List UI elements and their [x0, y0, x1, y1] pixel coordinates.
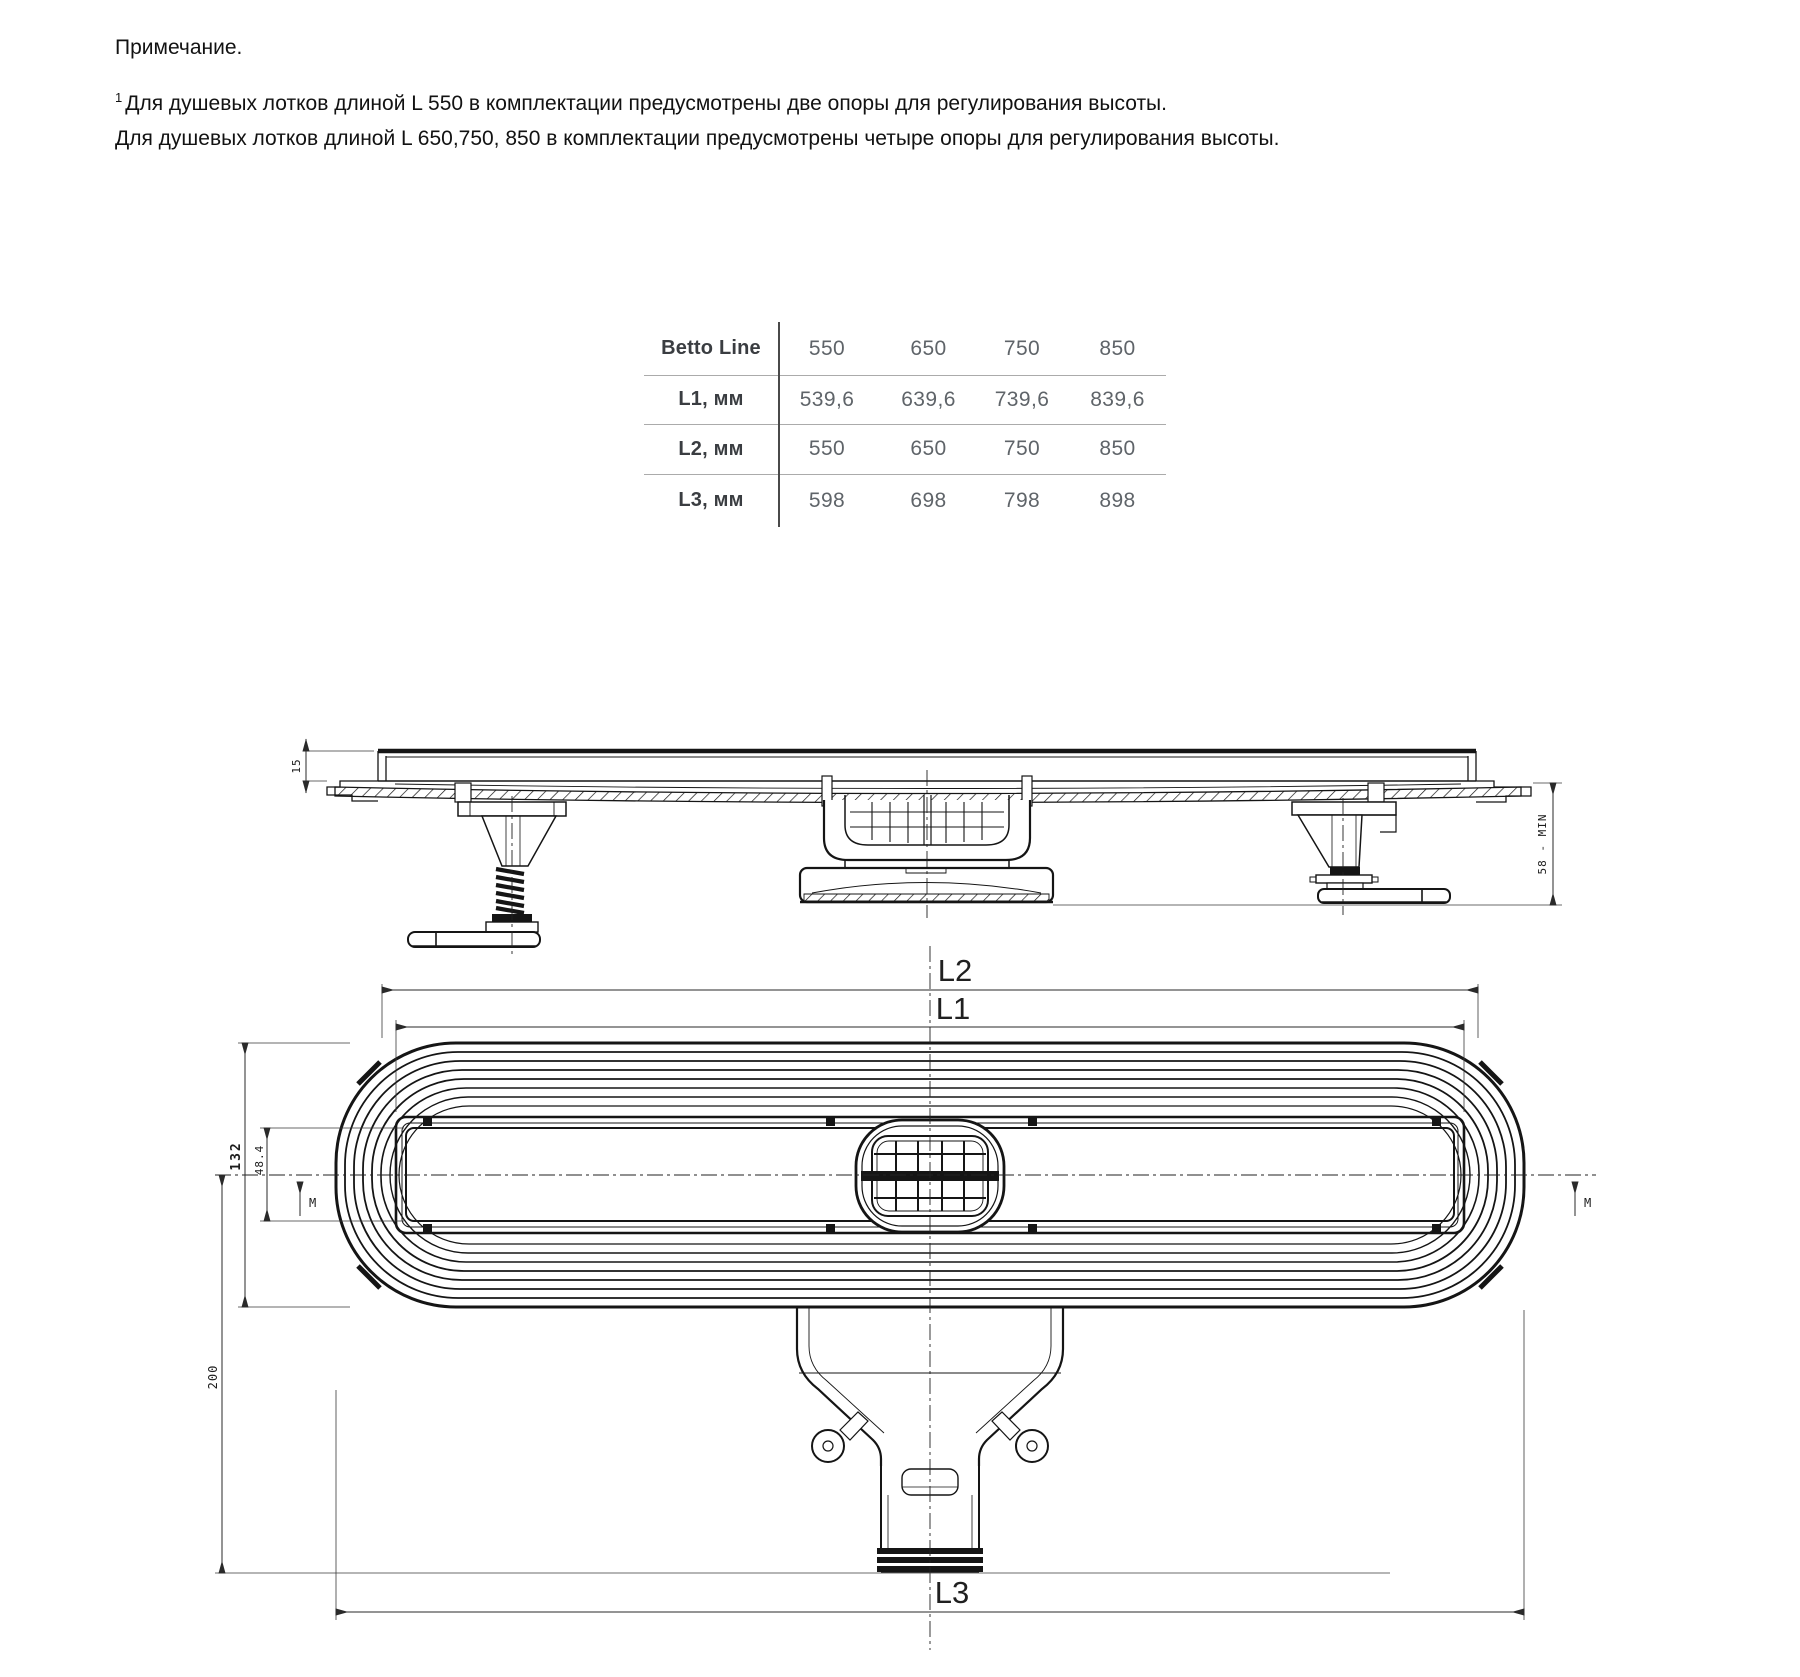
note-title: Примечание.: [115, 36, 243, 59]
top-view: [206, 946, 1596, 1650]
dim-200: [206, 1175, 1390, 1573]
dim-l2-label: L2: [937, 953, 973, 988]
dim-15-label: 15: [290, 758, 303, 774]
table-cell: 839,6: [1090, 387, 1145, 411]
dim-58-min: [1533, 783, 1562, 905]
footnote-marker: 1: [115, 90, 123, 105]
dim-132-label: 132: [229, 1141, 244, 1171]
table-cell: 539,6: [799, 387, 855, 411]
table-cell: 750: [1003, 437, 1041, 460]
table-header-label: Betto Line: [661, 337, 761, 359]
dim-l1-label: L1: [935, 991, 971, 1026]
mark-m-right: [1575, 1182, 1592, 1216]
table-header-value: 550: [808, 336, 846, 360]
mark-m-left: [300, 1182, 317, 1216]
outlet-ear-right: [992, 1412, 1048, 1462]
table-cell: 550: [808, 437, 846, 460]
dim-58-min-label: 58 - MIN: [1536, 813, 1549, 875]
outlet-ear-left: [812, 1412, 868, 1462]
dim-200-label: 200: [206, 1364, 220, 1390]
table-header-value: 850: [1099, 336, 1136, 360]
table-cell: 598: [808, 488, 846, 512]
table-cell: 850: [1099, 437, 1136, 460]
table-cell: 650: [910, 437, 947, 460]
dim-15: [290, 739, 374, 793]
side-leg-left: [408, 783, 566, 958]
dim-48-4-label: 48.4: [253, 1144, 266, 1176]
note-line-1-text: Для душевых лотков длиной L 550 в комплектации предусмотрены две опоры для регулирования высоты.: [125, 92, 1167, 115]
table-header-value: 750: [1003, 336, 1041, 360]
table-row-label: L2, мм: [678, 437, 744, 460]
side-view: [290, 739, 1562, 958]
table-cell: 698: [910, 488, 947, 512]
table-cell: 798: [1003, 488, 1041, 512]
side-leg-right: [1292, 783, 1450, 915]
table-row-label: L1, мм: [678, 388, 744, 410]
table-cell: 898: [1099, 488, 1136, 512]
dim-l3-label: L3: [934, 1575, 970, 1610]
table-header-value: 650: [910, 336, 947, 360]
mark-m-left-label: M: [309, 1196, 318, 1210]
table-row-label: L3, мм: [678, 489, 744, 511]
note-line-2: Для душевых лотков длиной L 650,750, 850 в комплектации предусмотрены четыре опоры для регулирования высоты.: [115, 127, 1280, 150]
table-cell: 739,6: [994, 387, 1050, 411]
side-channel-wall: [395, 784, 1461, 789]
mark-m-right-label: M: [1584, 1196, 1593, 1210]
table-cell: 639,6: [901, 387, 956, 411]
